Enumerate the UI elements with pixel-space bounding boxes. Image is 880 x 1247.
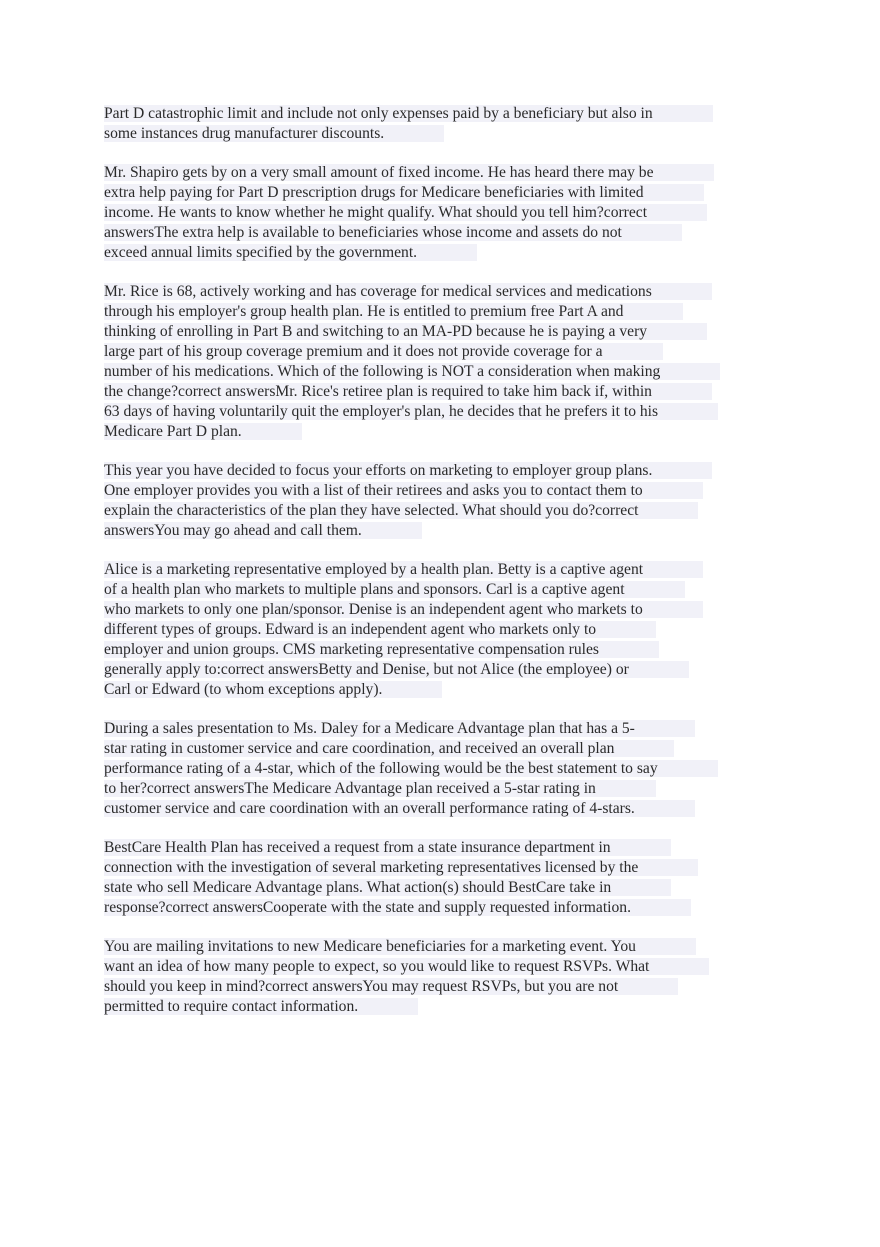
text-line [104, 461, 784, 481]
text-line-content: Mr. Shapiro gets by on a very small amount of fixed income. He has heard there may be [104, 164, 714, 181]
text-line [104, 759, 784, 779]
text-line [104, 680, 784, 700]
paragraph [104, 282, 784, 442]
text-line-content: You are mailing invitations to new Medicare beneficiaries for a marketing event. You [104, 938, 696, 955]
text-line-content: performance rating of a 4-star, which of the following would be the best statement to say [104, 760, 718, 777]
text-line-content: response?correct answersCooperate with the state and supply requested information. [104, 899, 691, 916]
paragraph [104, 163, 784, 263]
text-line-content: large part of his group coverage premium and it does not provide coverage for a [104, 343, 663, 360]
text-line [104, 997, 784, 1017]
text-line-content: of a health plan who markets to multiple plans and sponsors. Carl is a captive agent [104, 581, 685, 598]
document-body [104, 104, 784, 1036]
text-line [104, 282, 784, 302]
text-line-content: star rating in customer service and care coordination, and received an overall plan [104, 740, 674, 757]
text-line [104, 719, 784, 739]
text-line-content: 63 days of having voluntarily quit the employer's plan, he decides that he prefers it to his [104, 403, 718, 420]
text-line-content: answersYou may go ahead and call them. [104, 522, 422, 539]
text-line-content: Medicare Part D plan. [104, 423, 302, 440]
text-line-content: connection with the investigation of several marketing representatives licensed by the [104, 859, 698, 876]
text-line [104, 501, 784, 521]
text-line-content: Part D catastrophic limit and include not only expenses paid by a beneficiary but also in [104, 105, 713, 122]
text-line-content: different types of groups. Edward is an independent agent who markets only to [104, 621, 656, 638]
text-line [104, 163, 784, 183]
text-line-content: extra help paying for Part D prescription drugs for Medicare beneficiaries with limited [104, 184, 704, 201]
text-line-content: customer service and care coordination with an overall performance rating of 4-stars. [104, 800, 695, 817]
paragraph [104, 719, 784, 819]
text-line-content: One employer provides you with a list of their retirees and asks you to contact them to [104, 482, 703, 499]
text-line [104, 302, 784, 322]
text-line-content: permitted to require contact information. [104, 998, 418, 1015]
text-line-content: Carl or Edward (to whom exceptions apply). [104, 681, 442, 698]
text-line [104, 838, 784, 858]
text-line [104, 322, 784, 342]
paragraph [104, 937, 784, 1017]
text-line [104, 560, 784, 580]
text-line [104, 640, 784, 660]
text-line [104, 243, 784, 263]
text-line [104, 580, 784, 600]
text-line [104, 203, 784, 223]
text-line [104, 402, 784, 422]
text-line [104, 382, 784, 402]
text-line [104, 898, 784, 918]
text-line-content: to her?correct answersThe Medicare Advantage plan received a 5-star rating in [104, 780, 656, 797]
text-line [104, 183, 784, 203]
text-line-content: want an idea of how many people to expect, so you would like to request RSVPs. What [104, 958, 709, 975]
text-line [104, 521, 784, 541]
text-line [104, 481, 784, 501]
text-line [104, 620, 784, 640]
text-line [104, 799, 784, 819]
text-line-content: should you keep in mind?correct answersYou may request RSVPs, but you are not [104, 978, 678, 995]
paragraph [104, 560, 784, 700]
text-line [104, 362, 784, 382]
text-line-content: employer and union groups. CMS marketing representative compensation rules [104, 641, 659, 658]
text-line [104, 779, 784, 799]
text-line-content: generally apply to:correct answersBetty and Denise, but not Alice (the employee) or [104, 661, 689, 678]
text-line-content: During a sales presentation to Ms. Daley for a Medicare Advantage plan that has a 5- [104, 720, 695, 737]
text-line-content: Mr. Rice is 68, actively working and has coverage for medical services and medications [104, 283, 712, 300]
paragraph [104, 838, 784, 918]
text-line [104, 223, 784, 243]
text-line [104, 739, 784, 759]
text-line [104, 124, 784, 144]
text-line [104, 422, 784, 442]
text-line-content: Alice is a marketing representative employed by a health plan. Betty is a captive agent [104, 561, 703, 578]
text-line-content: This year you have decided to focus your efforts on marketing to employer group plans. [104, 462, 712, 479]
text-line [104, 660, 784, 680]
text-line-content: thinking of enrolling in Part B and switching to an MA-PD because he is paying a very [104, 323, 707, 340]
paragraph [104, 461, 784, 541]
text-line-content: income. He wants to know whether he might qualify. What should you tell him?correct [104, 204, 707, 221]
text-line-content: exceed annual limits specified by the government. [104, 244, 477, 261]
text-line [104, 342, 784, 362]
paragraph [104, 104, 784, 144]
text-line-content: the change?correct answersMr. Rice's retiree plan is required to take him back if, within [104, 383, 712, 400]
text-line [104, 104, 784, 124]
text-line-content: some instances drug manufacturer discounts. [104, 125, 444, 142]
text-line [104, 977, 784, 997]
text-line-content: who markets to only one plan/sponsor. Denise is an independent agent who markets to [104, 601, 703, 618]
text-line-content: through his employer's group health plan. He is entitled to premium free Part A and [104, 303, 683, 320]
text-line-content: state who sell Medicare Advantage plans. What action(s) should BestCare take in [104, 879, 671, 896]
text-line-content: explain the characteristics of the plan they have selected. What should you do?correct [104, 502, 698, 519]
text-line-content: BestCare Health Plan has received a request from a state insurance department in [104, 839, 671, 856]
text-line [104, 878, 784, 898]
text-line [104, 858, 784, 878]
text-line [104, 937, 784, 957]
text-line [104, 957, 784, 977]
text-line-content: number of his medications. Which of the following is NOT a consideration when making [104, 363, 720, 380]
text-line [104, 600, 784, 620]
text-line-content: answersThe extra help is available to beneficiaries whose income and assets do not [104, 224, 682, 241]
